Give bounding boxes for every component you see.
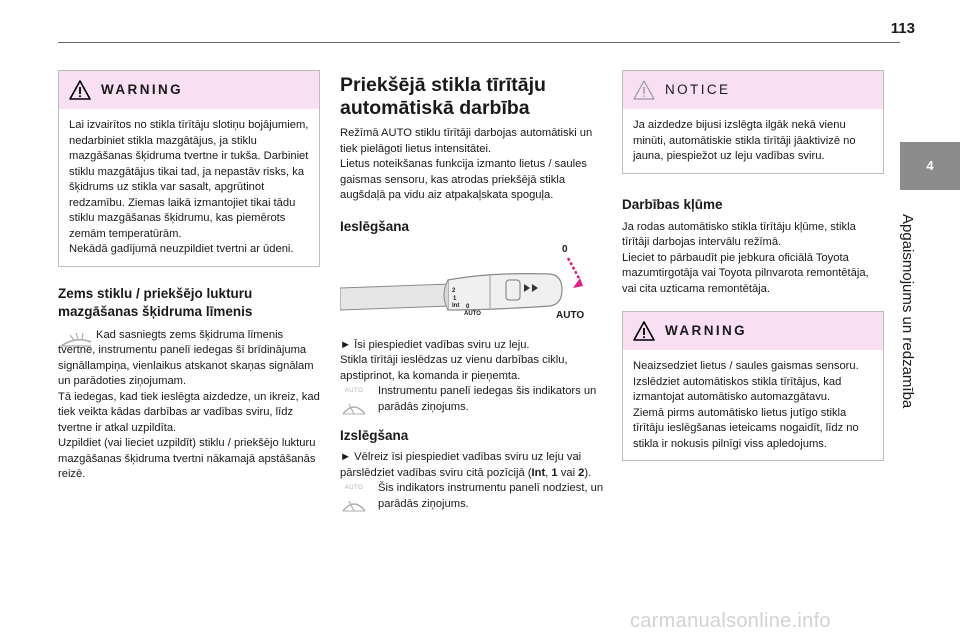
fault-title: Darbības kļūme: [622, 196, 723, 212]
warning-text-2: Nekādā gadījumā neuzpildiet tvertni ar ūdeni.: [69, 243, 294, 255]
warning2-p1: Neaizsedziet lietus / saules gaismas sensoru.: [633, 360, 859, 372]
warning-box-2: [622, 311, 884, 461]
switch-off-p2: Šis indikators instrumentu panelī nodziest, un parādās ziņojums.: [378, 482, 604, 510]
page-number: 113: [890, 20, 915, 37]
switch-on-step: ► Īsi piespiediet vadības sviru uz leju.: [340, 338, 530, 351]
switch-on-p2: Instrumentu panelī iedegas šis indikators un parādās ziņojums.: [378, 385, 597, 413]
column-left: [58, 70, 320, 483]
low-fluid-p2: Tā iedegas, kad tiek ieslēgta aizdedze, un ikreiz, kad tiek veikta kādas darbības ar vadības sviru, līdz tvertne ir atkal uzpildīta.: [58, 390, 320, 434]
auto-wipers-title: Priekšējā stikla tīrītāju automātiskā darbība: [340, 74, 546, 119]
notice-text: Ja aizdedze bijusi izslēgta ilgāk nekā vienu minūti, automātiskie stikla tīrītāji jāaktivizē no jauna, piespiežot uz leju vadības sviru.: [633, 119, 856, 162]
chapter-title-vertical: [899, 214, 942, 414]
auto-wiper-indicator-icon-off: AUTO: [340, 481, 368, 520]
auto-indicator-on-row: [340, 384, 606, 415]
washer-fluid-warning-icon: [58, 332, 94, 352]
wiper-stalk-illustration: [340, 244, 606, 334]
watermark: carmanualsonline.info: [630, 610, 831, 632]
column-middle: [340, 74, 606, 512]
notice-box: [622, 70, 884, 174]
switch-on-title: Ieslēgšana: [340, 218, 410, 234]
low-fluid-section: [58, 328, 320, 483]
notice-triangle-icon: [633, 80, 655, 100]
auto-wiper-indicator-icon: AUTO: [340, 384, 368, 423]
warning2-p2: Izslēdziet automātiskos stikla tīrītājus, kad izmantojat automātisko automazgātavu.: [633, 375, 842, 403]
fault-p1: Ja rodas automātisko stikla tīrītāju kļūme, stikla tīrītāji darbojas intervālu režīmā.: [622, 220, 856, 248]
switch-on-p1: Stikla tīrītāji ieslēdzas uz vienu darbības ciklu, apstiprinot, ka komanda ir pieņemta.: [340, 354, 568, 382]
warning-header-2: [623, 312, 883, 350]
column-right: [622, 70, 884, 461]
switch-off-title: Izslēgšana: [340, 428, 409, 443]
warning-text: Lai izvairītos no stikla tīrītāju slotiņu bojājumiem, nedarbiniet stikla mazgātājus, ja stiklu mazgāšanas šķidruma tvertne ir tukša. Darbiniet stiklu mazgātājus tikai tad, ja nepastāv risks, ka šķidrums uz stikla var sasalt, apgrūtinot redzamību. Ziemas laikā izmantojiet tikai tādu stiklu mazgāšanas šķidrumu, kas piemērots zemām temperatūrām.: [69, 119, 309, 240]
switch-off-step: ► Vēlreiz īsi piespiediet vadības sviru uz leju vai pārslēdziet vadības sviru citā pozīcijā (Int, 1 vai 2).: [340, 451, 592, 479]
stalk-label-auto: AUTO: [556, 309, 585, 321]
warning-body-2: [623, 350, 883, 460]
chapter-tab[interactable]: [900, 142, 960, 190]
warning-body: [59, 109, 319, 266]
stalk-pos-1: 1: [453, 295, 457, 302]
section-title-low-fluid: Zems stiklu / priekšējo lukturu mazgāšanas šķidruma līmenis: [58, 285, 253, 319]
warning-triangle-icon: [69, 80, 91, 100]
low-fluid-p3: Uzpildiet (vai lieciet uzpildīt) stiklu / priekšējo lukturu mazgāšanas šķidruma tvertni nākamajā apstāšanās reizē.: [58, 437, 316, 480]
notice-header: [623, 71, 883, 109]
fault-p2: Lieciet to pārbaudīt pie jebkura oficiālā Toyota mazumtirgotāja vai Toyota pilnvarota remontētāja, vai cita uzticama remontētāja.: [622, 251, 869, 295]
warning-box: [58, 70, 320, 267]
auto-indicator-off-row: [340, 481, 606, 512]
auto-intro-1: Režīmā AUTO stiklu tīrītāji darbojas automātiski un tiek pielāgoti lietus intensitātei.: [340, 127, 593, 155]
header-rule: [58, 42, 900, 43]
stalk-pos-2: 2: [452, 287, 456, 294]
notice-body: [623, 109, 883, 173]
warning-triangle-icon-2: [633, 321, 655, 341]
warning-header: [59, 71, 319, 109]
warning-title: WARNING: [101, 82, 184, 98]
low-fluid-p1: Kad sasniegts zems šķidruma līmenis tvertnē, instrumentu panelī iedegas šī brīdinājuma signāllampiņa, vienlaikus atskanot skaņas signālam un parādoties ziņojumam.: [58, 328, 314, 387]
stalk-pos-int: Int: [452, 302, 460, 309]
auto-intro-2: Lietus noteikšanas funkcija izmanto lietus / saules gaismas sensoru, kas atrodas priekšējā stikla augšdaļā pa vidu aiz atpakaļskata spoguļa.: [340, 158, 587, 201]
notice-title: NOTICE: [665, 82, 731, 98]
stalk-pos-0: 0: [466, 303, 470, 310]
chapter-title: Apgaismojums un redzamība: [899, 214, 916, 409]
chapter-number: 4: [926, 158, 934, 173]
warning2-p3: Ziemā pirms automātisko lietus jutīgo stikla tīrītāju ieslēgšanas ieteicams nogaidīt, līdz no stikla ir nokusis pilnīgi viss apledojums.: [633, 406, 859, 450]
stalk-pos-auto: AUTO: [464, 310, 481, 317]
warning-title-2: WARNING: [665, 323, 748, 339]
stalk-label-zero: 0: [562, 243, 568, 255]
